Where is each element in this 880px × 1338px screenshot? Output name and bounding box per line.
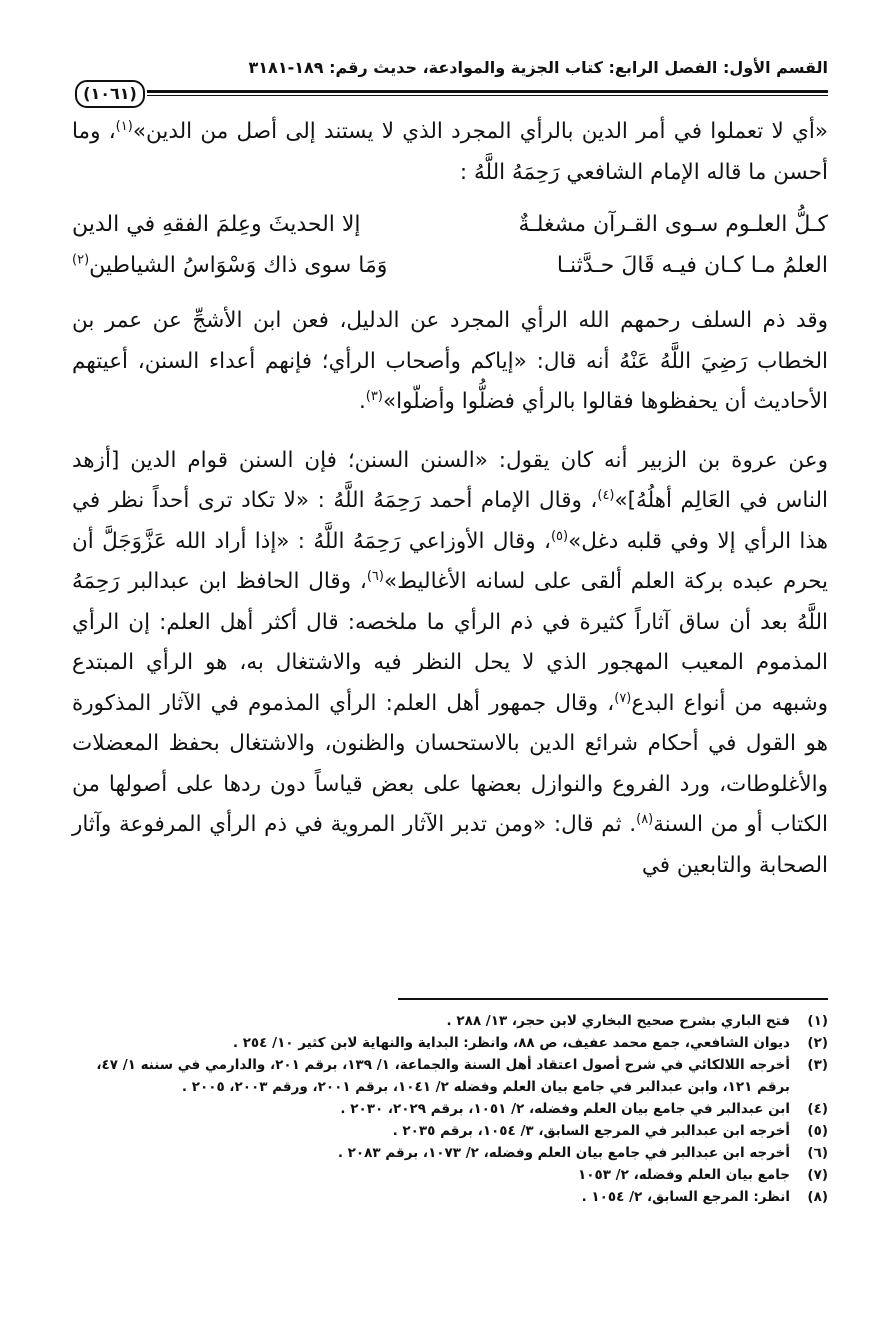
footnote-item xyxy=(80,1010,828,1032)
footnote-item xyxy=(80,1164,828,1186)
footnote-item xyxy=(80,1186,828,1208)
paragraph-3-text-e: ، وقال جمهور أهل العلم: الرأي المذموم في الآثار المذكورة هو القول في أحكام شرائع الدين بالاستحسان والظنون، والاشتغال بحفظ المعضلات والأغلوطات، ورد الفروع والنوازل بعضها على بعض قياساً دون ردها على أصولها من الكتاب أو من السنة xyxy=(72,690,829,837)
poem-verse xyxy=(72,205,828,246)
paragraph-3-text-a: وعن عروة بن الزبير أنه كان يقول: «السنن السنن؛ فإن السنن قوام الدين [أزهد الناس في العَالِم أهلُهُ]» xyxy=(72,447,828,513)
verse-2-second-hemistich xyxy=(72,246,435,287)
footnote-ref-8[interactable]: (٨) xyxy=(636,811,654,827)
page-number: (١٠٦١) xyxy=(75,80,145,108)
verse-1-second-hemistich: إلا الحديثَ وعِلمَ الفقهِ في الدين xyxy=(72,212,361,237)
footnote-item xyxy=(80,1032,828,1054)
paragraph-3-text-c: ، وقال الأوزاعي رَحِمَهُ اللَّهُ : «إذا أراد الله عَزَّوَجَلَّ أن يحرم عبده بركة العلم ألقى على لسانه الأغاليط» xyxy=(72,528,828,594)
paragraph-3-text-d: ، وقال الحافظ ابن عبدالبر رَحِمَهُ اللَّهُ بعد أن ساق آثاراً كثيرة في ذم الرأي ما ملخصه: قال أكثر أهل العلم: إن الرأي المذموم المعيب المهجور الذي لا يحل النظر فيه والاشتغال به، هو الرأي المبتدع وشبهه من أنواع البدع xyxy=(72,569,828,716)
footnote-ref-4[interactable]: (٤) xyxy=(597,487,615,503)
footnote-number: (٤) xyxy=(807,1101,828,1117)
paragraph-2-tail: . xyxy=(358,389,366,414)
verse-2-first-hemistich: العلمُ مـا كـان فيـه قَالَ حـدَّثنـا xyxy=(556,253,828,278)
footnote-number: (٨) xyxy=(807,1189,828,1205)
footnote-ref-6[interactable]: (٦) xyxy=(366,568,384,584)
verse-2-second-text: وَمَا سوى ذاك وَسْوَاسُ الشياطين xyxy=(89,253,388,278)
paragraph-2-text: وقد ذم السلف رحمهم الله الرأي المجرد عن الدليل، فعن ابن الأشجِّ عن عمر بن الخطاب رَضِيَ اللَّهُ عَنْهُ أنه قال: «إياكم وأصحاب الرأي؛ فإنهم أعداء السنن، أعيتهم الأحاديث أن يحفظوها فقالوا بالرأي فضلُّوا وأضلّوا» xyxy=(72,308,828,414)
verse-1-first-hemistich: كـلُّ العلـوم سـوى القـرآن مشغلـةٌ xyxy=(518,212,828,237)
footnote-text: أخرجه ابن عبدالبر في المرجع السابق، ٣/ ١٠٥٤، برقم ٢٠٣٥ . xyxy=(392,1123,790,1139)
footnote-text: ديوان الشافعي، جمع محمد عفيف، ص ٨٨، وانظر: البداية والنهاية لابن كثير ١٠/ ٢٥٤ . xyxy=(232,1035,790,1051)
poem xyxy=(72,205,828,287)
footnote-ref-1[interactable]: (١) xyxy=(115,118,133,134)
footnote-number: (٣) xyxy=(807,1057,828,1073)
footnote-text: ابن عبدالبر في جامع بيان العلم وفضله، ٢/ ١٠٥١، برقم ٢٠٢٩، ٢٠٣٠ . xyxy=(340,1101,790,1117)
footnote-text: أخرجه اللالكائي في شرح أصول اعتقاد أهل السنة والجماعة، ١/ ١٣٩، برقم ٢٠١، والدارمي في سننه ١/ ٤٧، برقم ١٢١، وابن عبدالبر في جامع بيان العلم وفضله ٢/ ١٠٤١، برقم ٢٠٠١، ورقم ٢٠٠٣، ٢٠٠٥ . xyxy=(96,1057,790,1095)
footnote-text: أخرجه ابن عبدالبر في جامع بيان العلم وفضله، ٢/ ١٠٧٣، برقم ٢٠٨٣ . xyxy=(337,1145,790,1161)
paragraph-1 xyxy=(72,112,828,193)
header-rule-area xyxy=(75,84,828,104)
footnote-item xyxy=(80,1098,828,1120)
footnote-text: جامع بيان العلم وفضله، ٢/ ١٠٥٣ xyxy=(578,1167,790,1183)
footnote-ref-3[interactable]: (٣) xyxy=(365,388,383,404)
paragraph-1-text: «أي لا تعملوا في أمر الدين بالرأي المجرد الذي لا يستند إلى أصل من الدين» xyxy=(132,119,828,144)
footnote-item xyxy=(80,1054,828,1098)
footnote-number: (١) xyxy=(807,1013,828,1029)
paragraph-3-text-f: . ثم قال: «ومن تدبر الآثار المروية في ذم الرأي المرفوعة وآثار الصحابة والتابعين في xyxy=(72,812,828,878)
footnote-separator xyxy=(398,998,828,1000)
paragraph-3 xyxy=(72,441,828,887)
footnote-text: انظر: المرجع السابق، ٢/ ١٠٥٤ . xyxy=(581,1189,790,1205)
paragraph-1-tail: ، وما أحسن ما قاله الإمام الشافعي رَحِمَهُ اللَّهُ : xyxy=(72,119,828,185)
footnote-number: (٦) xyxy=(807,1145,828,1161)
footnote-ref-7[interactable]: (٧) xyxy=(614,690,632,706)
running-title: القسم الأول: الفصل الرابع: كتاب الجزية والموادعة، حديث رقم: ١٨٩-٣١٨١ xyxy=(248,58,828,77)
footnote-ref-2[interactable]: (٢) xyxy=(72,252,90,268)
paragraph-gap xyxy=(72,423,828,441)
paragraph-2 xyxy=(72,301,828,423)
footnote-number: (٥) xyxy=(807,1123,828,1139)
paragraph-3-text-b: ، وقال الإمام أحمد رَحِمَهُ اللَّهُ : «لا تكاد ترى أحداً نظر في هذا الرأي إلا وفي قلبه دغل» xyxy=(72,488,828,554)
header-double-rule xyxy=(147,90,828,96)
footnote-item xyxy=(80,1142,828,1164)
poem-verse xyxy=(72,246,828,287)
footnote-number: (٢) xyxy=(807,1035,828,1051)
footnote-ref-5[interactable]: (٥) xyxy=(550,528,569,544)
footnotes xyxy=(80,1010,828,1208)
main-text xyxy=(72,112,828,886)
footnote-item xyxy=(80,1120,828,1142)
footnote-text: فتح الباري بشرح صحيح البخاري لابن حجر، ١٣/ ٢٨٨ . xyxy=(446,1013,790,1029)
footnote-number: (٧) xyxy=(807,1167,828,1183)
